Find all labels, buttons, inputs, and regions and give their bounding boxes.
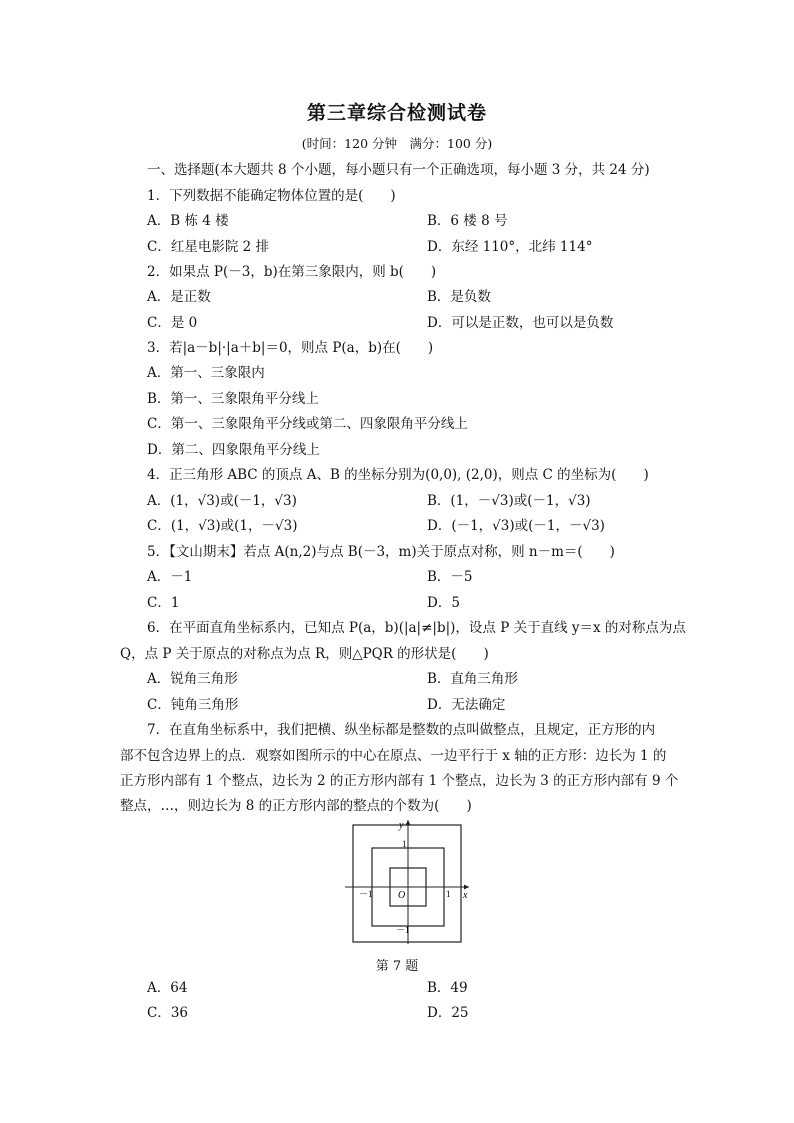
question-5-stem: 5．【文山期末】若点 A(n,2)与点 B(－3，m)关于原点对称，则 n－m＝( ) — [147, 544, 615, 560]
question-6-line-2: Q，点 P 关于原点的对称点为点 R，则△PQR 的形状是( ) — [120, 646, 489, 662]
q2-option-c: C．是 0 — [147, 315, 198, 331]
q3-option-b: B．第一、三象限角平分线上 — [147, 391, 319, 407]
q4-option-a: A．(1，√3)或(－1，√3) — [147, 493, 297, 509]
q5-option-b: B．－5 — [427, 569, 473, 585]
q1-option-d: D．东经 110°，北纬 114° — [427, 239, 593, 255]
q3-option-c: C．第一、三象限角平分线或第二、四象限角平分线上 — [147, 416, 468, 432]
q7-option-a: A．64 — [147, 980, 188, 996]
question-4-stem: 4．正三角形 ABC 的顶点 A、B 的坐标分别为(0,0), (2,0)，则点 C 的坐标为( ) — [147, 467, 649, 483]
y-tick-positive: 1 — [402, 839, 407, 849]
q2-option-d: D．可以是正数，也可以是负数 — [427, 315, 614, 331]
q7-option-b: B．49 — [427, 980, 468, 996]
q4-option-c: C．(1，√3)或(1，－√3) — [147, 518, 298, 534]
nested-squares-figure — [343, 818, 473, 946]
page-title: 第三章综合检测试卷 — [306, 102, 487, 124]
section-heading: 一、选择题(本大题共 8 个小题，每小题只有一个正确选项，每小题 3 分，共 24 分) — [147, 162, 650, 178]
q1-option-c: C．红星电影院 2 排 — [147, 239, 270, 255]
question-3-stem: 3．若|a－b|·|a＋b|＝0，则点 P(a，b)在( ) — [147, 340, 434, 356]
question-7-line-2: 部不包含边界上的点．观察如图所示的中心在原点、一边平行于 x 轴的正方形：边长为 1 的 — [120, 748, 667, 764]
q6-option-d: D．无法确定 — [427, 697, 506, 713]
q3-option-d: D．第二、四象限角平分线上 — [147, 442, 320, 458]
q6-option-b: B．直角三角形 — [427, 671, 518, 687]
question-7-line-3: 正方形内部有 1 个整点，边长为 2 的正方形内部有 1 个整点，边长为 3 的正方形内部有 9 个 — [120, 773, 679, 789]
q7-option-d: D．25 — [427, 1005, 469, 1021]
question-6-line-1: 6．在平面直角坐标系内，已知点 P(a，b)(|a|≠|b|)，设点 P 关于直线 y＝x 的对称点为点 — [147, 620, 686, 636]
q5-option-d: D．5 — [427, 595, 460, 611]
q3-option-a: A．第一、三象限内 — [147, 365, 265, 381]
q4-option-d: D．(－1，√3)或(－1，－√3) — [427, 518, 605, 534]
q6-option-a: A．锐角三角形 — [147, 671, 238, 687]
q7-option-c: C．36 — [147, 1005, 189, 1021]
x-tick-positive: 1 — [446, 889, 451, 899]
x-axis-arrow — [464, 885, 469, 890]
question-2-stem: 2．如果点 P(－3，b)在第三象限内，则 b( ) — [147, 264, 437, 280]
question-7-line-4: 整点，…，则边长为 8 的正方形内部的整点的个数为( ) — [120, 798, 472, 814]
q5-option-c: C．1 — [147, 595, 180, 611]
x-tick-negative: －1 — [359, 889, 373, 899]
y-axis-label: y — [399, 820, 404, 831]
q1-option-a: A．B 栋 4 楼 — [147, 213, 229, 229]
origin-label: O — [398, 890, 406, 901]
question-7-line-1: 7．在直角坐标系中，我们把横、纵坐标都是整数的点叫做整点，且规定，正方形的内 — [147, 722, 656, 738]
q2-option-a: A．是正数 — [147, 289, 211, 305]
x-axis-label: x — [463, 890, 468, 901]
q1-option-b: B．6 楼 8 号 — [427, 213, 508, 229]
q4-option-b: B．(1，－√3)或(－1，√3) — [427, 493, 591, 509]
q5-option-a: A．－1 — [147, 569, 193, 585]
q2-option-b: B．是负数 — [427, 289, 491, 305]
figure-caption: 第 7 题 — [375, 959, 419, 974]
q6-option-c: C．钝角三角形 — [147, 697, 239, 713]
exam-meta: (时间：120 分钟 满分：100 分) — [301, 136, 493, 151]
y-axis-arrow — [406, 820, 411, 825]
question-1-stem: 1．下列数据不能确定物体位置的是( ) — [147, 188, 396, 204]
y-tick-negative: －1 — [396, 925, 410, 935]
